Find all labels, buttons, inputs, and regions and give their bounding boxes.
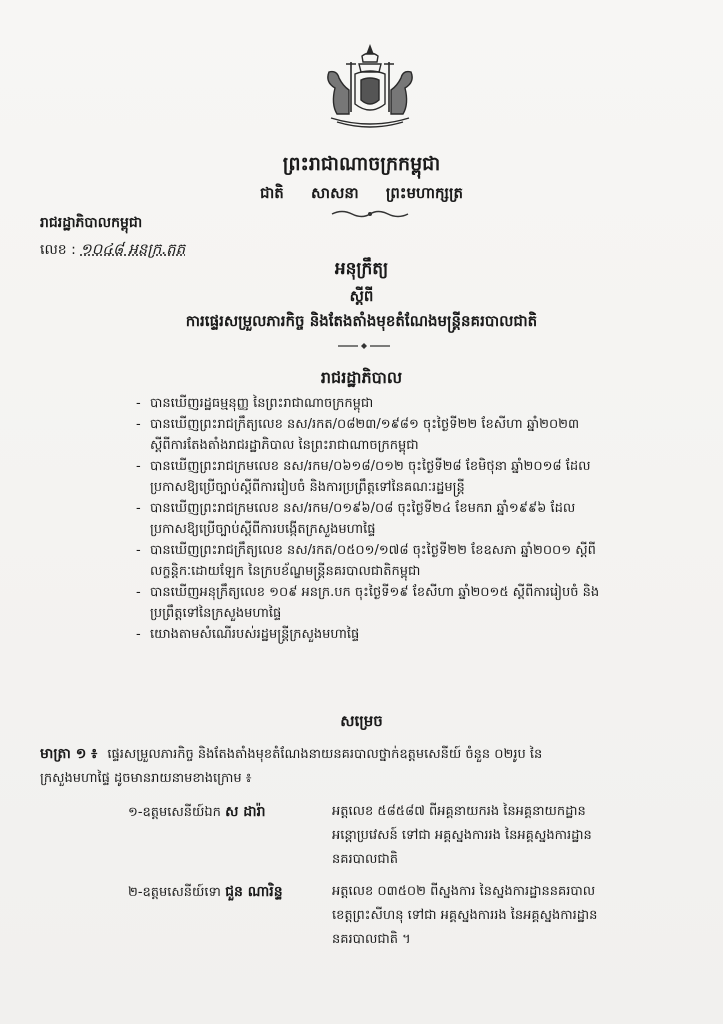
reference-value: ១០៤៨ អនក្រ.តត <box>80 240 186 258</box>
list-item <box>136 624 676 645</box>
detail-line: នគរបាលជាតិ ។ <box>332 932 411 947</box>
royal-coat-of-arms-emblem <box>315 42 425 130</box>
item-line: - យោងតាមសំណើរបស់រដ្ឋមន្ត្រីក្រសួងមហាផ្ទៃ <box>150 627 360 642</box>
appointee-details <box>332 800 652 872</box>
motto-religion: សាសនា <box>311 184 359 202</box>
item-line: ប្រកាសឱ្យប្រើច្បាប់ស្តីពីការបង្កើតក្រសួងមហាផ្ទៃ <box>150 522 376 537</box>
ornament-divider <box>330 208 410 220</box>
detail-line: អន្តោប្រវេសន៍ ទៅជា អគ្គស្នងការរង នៃអគ្គស្នងការដ្ឋាន <box>332 828 592 843</box>
list-item <box>136 393 676 414</box>
appointee-rank-name <box>128 800 328 825</box>
detail-line: អត្តលេខ ៥៨៥៨៧ ពីអគ្គនាយករង នៃអគ្គនាយកដ្ឋាន <box>332 804 586 819</box>
authority-heading: រាជរដ្ឋាភិបាល <box>320 368 403 387</box>
appointee-rank-name <box>128 880 328 905</box>
reference-label: លេខ : <box>40 242 76 258</box>
document-type-title: អនុក្រឹត្យ <box>334 259 389 279</box>
motto-king: ព្រះមហាក្សត្រ <box>385 184 463 202</box>
decision-heading: សម្រេច <box>340 712 383 730</box>
about-label: ស្តីពី <box>349 287 374 305</box>
motto-nation: ជាតិ <box>259 184 284 202</box>
ornament-divider-small <box>336 342 392 350</box>
detail-line: នគរបាលជាតិ <box>332 852 399 867</box>
list-item <box>136 414 676 456</box>
issuer-name: រាជរដ្ឋាភិបាលកម្ពុជា <box>40 215 143 231</box>
article-1 <box>40 742 680 791</box>
appointee-row <box>128 880 668 956</box>
item-line: - បានឃើញព្រះរាជក្រឹត្យលេខ នស/រកត/០៨២៣/១៩៨១ ចុះថ្ងៃទី២២ ខែសីហា ឆ្នាំ២០២៣ <box>150 417 580 432</box>
item-line: ប្រព្រឹត្តទៅនៃក្រសួងមហាផ្ទៃ <box>150 606 282 621</box>
appointee-rank: ១-ឧត្តមសេនីយ៍ឯក <box>128 805 221 820</box>
appointee-name: ស ដារ៉ា <box>225 804 266 820</box>
item-line: លក្ខន្តិកៈដោយឡែក នៃក្របខ័ណ្ឌមន្ត្រីនគរបាលជាតិកម្ពុជា <box>150 564 421 579</box>
item-line: - បានឃើញអនុក្រឹត្យលេខ ១០៩ អនក្រ.បក ចុះថ្ងៃទី១៩ ខែសីហា ឆ្នាំ២០១៥ ស្តីពីការរៀបចំ និង <box>150 585 600 600</box>
item-line: - បានឃើញព្រះរាជក្រមលេខ នស/រកម/០១៩៦/០៨ ចុះថ្ងៃទី២៤ ខែមករា ឆ្នាំ១៩៩៦ ដែល <box>150 501 576 516</box>
appointee-rank: ២-ឧត្តមសេនីយ៍ទោ <box>128 885 221 900</box>
article-text-line: ក្រសួងមហាផ្ទៃ ដូចមានរាយនាមខាងក្រោម ៖ <box>40 771 252 786</box>
national-motto <box>0 184 723 206</box>
list-item <box>136 456 676 498</box>
item-line: - បានឃើញព្រះរាជក្រមលេខ នស/រកម/០៦១៨/០១២ ចុះថ្ងៃទី២៨ ខែមិថុនា ឆ្នាំ២០១៨ ដែល <box>150 459 591 474</box>
list-item <box>136 582 676 624</box>
appointee-details <box>332 880 652 952</box>
appointee-row <box>128 800 668 876</box>
item-line: - បានឃើញរដ្ឋធម្មនុញ្ញ នៃព្រះរាជាណាចក្រកម្ពុជា <box>150 396 374 411</box>
document-subject: ការផ្ទេរសម្រួលភារកិច្ច និងតែងតាំងមុខតំណែងមន្ត្រីនគរបាលជាតិ <box>185 312 538 330</box>
kingdom-heading: ព្រះរាជាណាចក្រកម្ពុជា <box>282 153 441 175</box>
article-text-line: ផ្ទេរសម្រួលភារកិច្ច និងតែងតាំងមុខតំណែងនាយនគរបាលថ្នាក់ឧត្តមសេនីយ៍ ចំនួន ០២រូប នៃ <box>107 747 543 762</box>
detail-line: អត្តលេខ ០៣៥០២ ពីស្នងការ នៃស្នងការដ្ឋាននគរបាល <box>332 884 596 899</box>
list-item <box>136 540 676 582</box>
appointee-name: ជួន ណារិន្ទ <box>225 884 283 900</box>
item-line: - បានឃើញព្រះរាជក្រឹត្យលេខ នស/រកត/០៥០១/១៧៨ ចុះថ្ងៃទី២២ ខែឧសភា ឆ្នាំ២០០១ ស្តីពី <box>150 543 596 558</box>
article-label: មាត្រា ១ ៖ <box>40 746 98 762</box>
list-item <box>136 498 676 540</box>
item-line: ប្រកាសឱ្យប្រើច្បាប់ស្តីពីការរៀបចំ និងការប្រព្រឹត្តទៅនៃគណៈរដ្ឋមន្ត្រី <box>150 480 465 495</box>
detail-line: ខេត្តព្រះសីហនុ ទៅជា អគ្គស្នងការរង នៃអគ្គស្នងការដ្ឋាន <box>332 908 598 923</box>
item-line: ស្តីពីការតែងតាំងរាជរដ្ឋាភិបាល នៃព្រះរាជាណាចក្រកម្ពុជា <box>150 438 419 453</box>
considerations-list <box>136 393 676 645</box>
